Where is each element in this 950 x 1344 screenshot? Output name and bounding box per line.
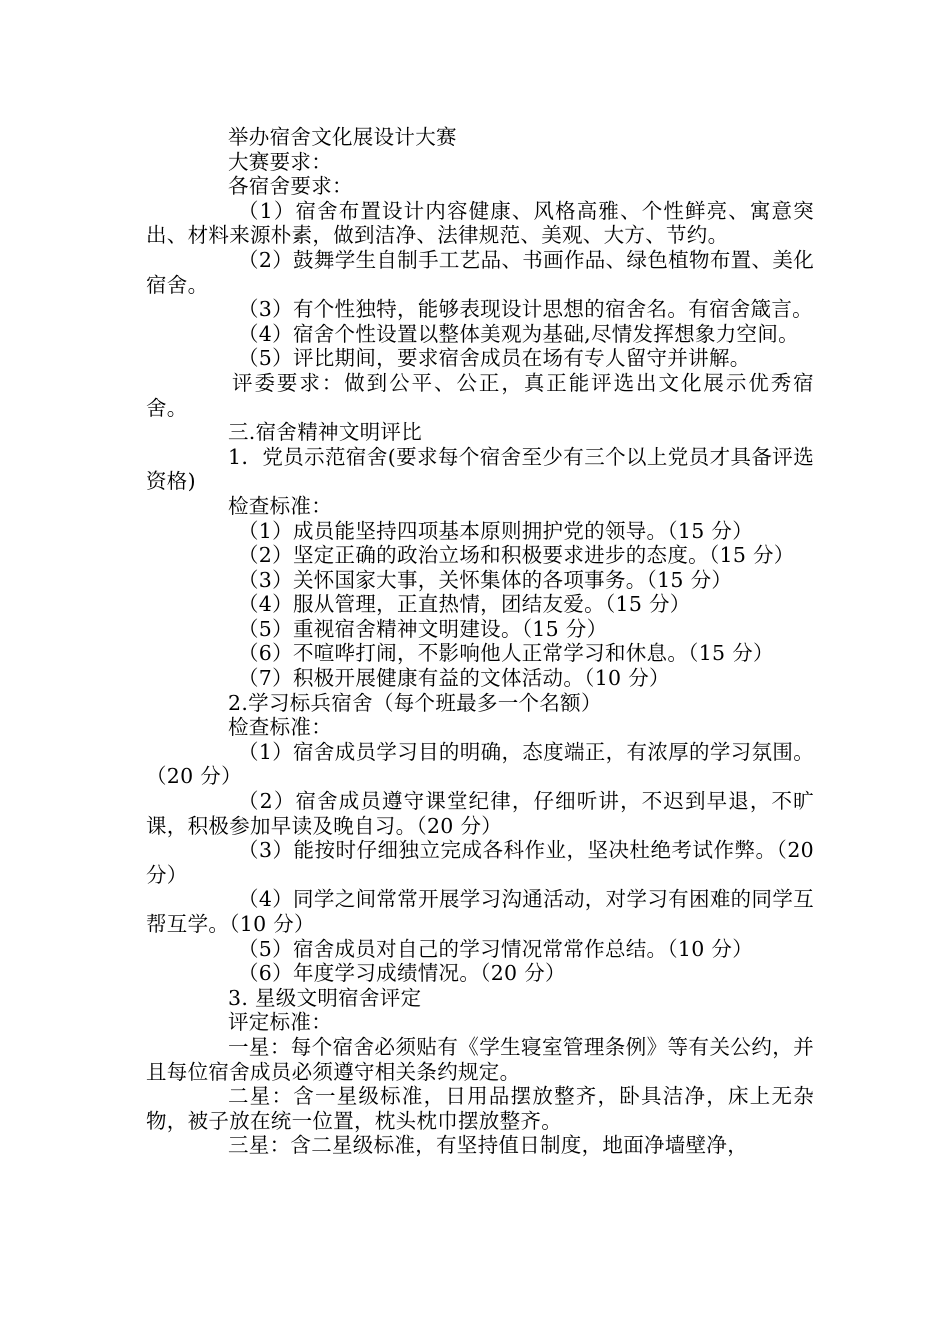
section-heading: 各宿舍要求： xyxy=(228,174,353,199)
list-item: （4）服从管理，正直热情，团结友爱。（15 分） xyxy=(238,592,691,617)
list-item: （3）关怀国家大事，关怀集体的各项事务。（15 分） xyxy=(238,567,733,592)
subsection-heading: 2.学习标兵宿舍（每个班最多一个名额） xyxy=(228,690,602,715)
list-item: （5）宿舍成员对自己的学习情况常常作总结。（10 分） xyxy=(238,936,753,961)
list-item: （2）鼓舞学生自制手工艺品、书画作品、绿色植物布置、美化宿舍。 xyxy=(146,247,814,297)
star-level-item: 二星：含一星级标准，日用品摆放整齐，卧具洁净，床上无杂物，被子放在统一位置，枕头枕巾摆放整齐。 xyxy=(146,1084,814,1133)
section-heading: 三.宿舍精神文明评比 xyxy=(228,420,423,445)
paragraph: 评委要求：做到公平、公正，真正能评选出文化展示优秀宿舍。 xyxy=(146,370,814,420)
list-item: （2）宿舍成员遵守课堂纪律，仔细听讲，不迟到早退，不旷课，积极参加早读及晚自习。（20 分） xyxy=(146,789,814,838)
list-item: （3）有个性独特，能够表现设计思想的宿舍名。有宿舍箴言。 xyxy=(238,297,813,322)
list-item: （1）宿舍布置设计内容健康、风格高雅、个性鲜亮、寓意突出、材料来源朴素，做到洁净、法律规范、美观、大方、节约。 xyxy=(146,198,814,248)
list-item: （6）不喧哗打闹，不影响他人正常学习和休息。（15 分） xyxy=(238,641,774,666)
criteria-heading: 评定标准： xyxy=(228,1010,332,1035)
list-item: （4）宿舍个性设置以整体美观为基础,尽情发挥想象力空间。 xyxy=(238,321,799,346)
list-item: （1）成员能坚持四项基本原则拥护党的领导。（15 分） xyxy=(238,518,753,543)
criteria-heading: 检查标准： xyxy=(228,493,332,518)
section-heading: 大赛要求： xyxy=(228,149,332,174)
subsection-heading: 1．党员示范宿舍(要求每个宿舍至少有三个以上党员才具备评选资格) xyxy=(146,444,814,494)
list-item: （4）同学之间常常开展学习沟通活动，对学习有困难的同学互帮互学。（10 分） xyxy=(146,887,814,936)
contest-title: 举办宿舍文化展设计大赛 xyxy=(228,125,457,149)
star-level-item: 一星：每个宿舍必须贴有《学生寝室管理条例》等有关公约，并且每位宿舍成员必须遵守相关条约规定。 xyxy=(146,1034,814,1084)
list-item: （6）年度学习成绩情况。（20 分） xyxy=(238,961,566,986)
list-item: （2）坚定正确的政治立场和积极要求进步的态度。（15 分） xyxy=(238,543,795,568)
list-item: （7）积极开展健康有益的文体活动。（10 分） xyxy=(238,666,670,691)
list-item: （3）能按时仔细独立完成各科作业，坚决杜绝考试作弊。（20 分） xyxy=(146,838,814,887)
criteria-heading: 检查标准： xyxy=(228,715,332,740)
document-body xyxy=(146,125,814,1158)
list-item: （1）宿舍成员学习目的明确，态度端正，有浓厚的学习氛围。（20 分） xyxy=(146,739,814,789)
list-item: （5）重视宿舍精神文明建设。（15 分） xyxy=(238,616,608,641)
list-item: （5）评比期间，要求宿舍成员在场有专人留守并讲解。 xyxy=(238,346,751,371)
subsection-heading: 3. 星级文明宿舍评定 xyxy=(228,985,422,1010)
star-level-item: 三星：含二星级标准，有坚持值日制度，地面净墙壁净， xyxy=(228,1133,748,1158)
